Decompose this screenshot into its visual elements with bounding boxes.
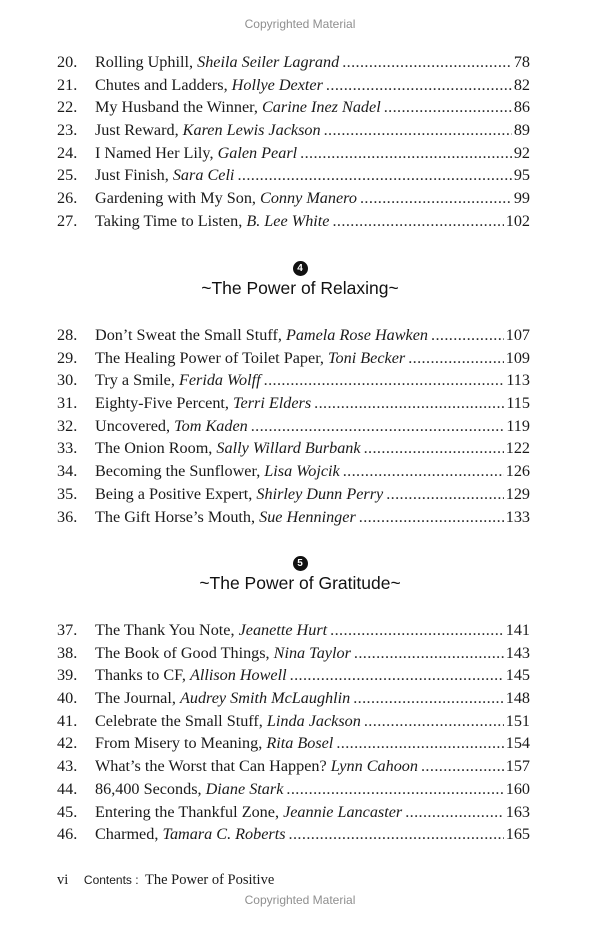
toc-entry (57, 687, 530, 710)
entry-author: Karen Lewis Jackson (178, 121, 321, 140)
entry-line (95, 164, 530, 187)
entry-title: Entering the Thankful Zone, (95, 802, 280, 821)
entry-line (95, 96, 530, 119)
entry-line (95, 74, 530, 97)
entry-number: 39. (57, 666, 78, 685)
entry-number: 28. (57, 326, 78, 344)
entry-title: The Gift Horse’s Mouth, (95, 507, 256, 526)
entry-number: 25. (57, 166, 78, 185)
entry-title: Don’t Sweat the Small Stuff, (95, 326, 282, 344)
section-header-relaxing (0, 258, 600, 299)
entry-author: Terri Elders (228, 394, 312, 413)
entry-number: 44. (57, 779, 78, 798)
entry-number: 37. (57, 621, 78, 639)
entry-number: 34. (57, 462, 78, 481)
entry-page-number: 113 (506, 371, 530, 390)
entry-line (95, 823, 530, 846)
entry-page-number: 122 (505, 439, 530, 458)
toc-entry (57, 619, 530, 642)
entry-author: Carine Inez Nadel (257, 98, 381, 117)
entry-author: Linda Jackson (262, 711, 361, 730)
dot-leader (384, 96, 512, 119)
entry-page-number: 165 (505, 825, 530, 844)
entry-author: Diane Stark (201, 779, 284, 798)
entry-page-number: 115 (506, 394, 530, 413)
toc-entry (57, 415, 530, 438)
entry-number: 29. (57, 348, 78, 367)
entry-author: Sheila Seiler Lagrand (193, 53, 340, 71)
toc-entry (57, 74, 530, 97)
entry-line (95, 732, 530, 755)
section-header-gratitude (0, 553, 600, 594)
entry-number: 24. (57, 143, 78, 162)
entry-author: Pamela Rose Hawken (281, 326, 429, 344)
dot-leader (330, 619, 504, 642)
entry-author: Galen Pearl (213, 143, 298, 162)
entry-line (95, 142, 530, 165)
entry-number: 40. (57, 689, 78, 708)
entry-number: 30. (57, 371, 78, 390)
entry-number: 22. (57, 98, 78, 117)
dot-leader (332, 210, 503, 233)
toc-group-3 (57, 619, 530, 846)
entry-author: Allison Howell (185, 666, 287, 685)
toc-entry (57, 119, 530, 142)
toc-group-2 (57, 324, 530, 528)
entry-page-number: 154 (505, 734, 530, 753)
entry-title: Eighty-Five Percent, (95, 394, 229, 413)
entry-author: Sue Henninger (255, 507, 356, 526)
toc-entry (57, 51, 530, 74)
entry-page-number: 151 (505, 711, 530, 730)
dot-leader (421, 755, 504, 778)
dot-leader (408, 347, 504, 370)
entry-line (95, 437, 530, 460)
section-number-badge: 5 (293, 556, 308, 571)
entry-title: Taking Time to Listen, (95, 211, 243, 230)
entry-title: From Misery to Meaning, (95, 734, 263, 753)
copyright-watermark-bottom: Copyrighted Material (244, 893, 356, 907)
entry-page-number: 163 (505, 802, 530, 821)
dot-leader (326, 74, 512, 97)
dot-leader (405, 801, 504, 824)
entry-title: Thanks to CF, (95, 666, 186, 685)
dot-leader (290, 664, 504, 687)
entry-line (95, 324, 530, 347)
dot-leader (324, 119, 512, 142)
toc-entry (57, 437, 530, 460)
entry-title: My Husband the Winner, (95, 98, 258, 117)
entry-title: Just Reward, (95, 121, 179, 140)
entry-title: Gardening with My Son, (95, 189, 256, 208)
entry-author: Jeannie Lancaster (279, 802, 403, 821)
entry-page-number: 129 (505, 484, 530, 503)
entry-number: 23. (57, 121, 78, 140)
entry-author: Tom Kaden (170, 416, 248, 435)
toc-entry (57, 778, 530, 801)
entry-page-number: 126 (505, 462, 530, 481)
entry-number: 35. (57, 484, 78, 503)
dot-leader (386, 483, 504, 506)
entry-title: The Journal, (95, 689, 176, 708)
toc-entry (57, 324, 530, 347)
entry-line (95, 710, 530, 733)
entry-page-number: 157 (505, 757, 530, 776)
entry-page-number: 99 (513, 189, 530, 208)
entry-page-number: 143 (505, 643, 530, 662)
dot-leader (264, 369, 505, 392)
dot-leader (343, 460, 504, 483)
dot-leader (251, 415, 505, 438)
dot-leader (286, 778, 503, 801)
toc-entry (57, 392, 530, 415)
entry-title: The Book of Good Things, (95, 643, 270, 662)
toc-entry (57, 823, 530, 846)
entry-page-number: 107 (505, 326, 530, 344)
section-title: ~The Power of Relaxing~ (201, 278, 399, 298)
entry-number: 21. (57, 75, 78, 94)
entry-author: B. Lee White (242, 211, 330, 230)
entry-number: 20. (57, 53, 78, 71)
entry-number: 45. (57, 802, 78, 821)
entry-number: 42. (57, 734, 78, 753)
entry-page-number: 78 (513, 53, 530, 71)
page-footer (57, 872, 274, 889)
entry-line (95, 619, 530, 642)
entry-number: 41. (57, 711, 78, 730)
entry-author: Hollye Dexter (227, 75, 323, 94)
toc-entry (57, 483, 530, 506)
entry-title: Being a Positive Expert, (95, 484, 253, 503)
entry-line (95, 778, 530, 801)
toc-entry (57, 642, 530, 665)
entry-author: Audrey Smith McLaughlin (175, 689, 351, 708)
toc-entry (57, 460, 530, 483)
entry-line (95, 210, 530, 233)
entry-author: Rita Bosel (262, 734, 334, 753)
entry-line (95, 642, 530, 665)
entry-number: 32. (57, 416, 78, 435)
toc-entry (57, 369, 530, 392)
entry-page-number: 160 (505, 779, 530, 798)
entry-page-number: 109 (505, 348, 530, 367)
toc-entry (57, 755, 530, 778)
dot-leader (364, 437, 504, 460)
entry-number: 46. (57, 825, 78, 844)
entry-line (95, 119, 530, 142)
dot-leader (431, 324, 504, 347)
toc-entry (57, 210, 530, 233)
entry-line (95, 369, 530, 392)
entry-line (95, 415, 530, 438)
entry-title: Try a Smile, (95, 371, 175, 390)
toc-entry (57, 506, 530, 529)
entry-author: Lynn Cahoon (326, 757, 418, 776)
entry-title: Charmed, (95, 825, 159, 844)
entry-title: What’s the Worst that Can Happen? (95, 757, 327, 776)
entry-number: 33. (57, 439, 78, 458)
section-title: ~The Power of Gratitude~ (199, 573, 401, 593)
entry-line (95, 392, 530, 415)
entry-page-number: 82 (513, 75, 530, 94)
entry-title: The Onion Room, (95, 439, 213, 458)
entry-line (95, 187, 530, 210)
entry-page-number: 145 (505, 666, 530, 685)
entry-title: The Healing Power of Toilet Paper, (95, 348, 324, 367)
entry-page-number: 148 (505, 689, 530, 708)
footer-book-title: The Power of Positive (144, 872, 275, 888)
dot-leader (354, 642, 504, 665)
dot-leader (314, 392, 504, 415)
entry-author: Ferida Wolff (174, 371, 261, 390)
entry-line (95, 347, 530, 370)
dot-leader (336, 732, 503, 755)
entry-author: Sara Celi (168, 166, 235, 185)
entry-author: Conny Manero (255, 189, 357, 208)
entry-page-number: 102 (505, 211, 530, 230)
dot-leader (342, 51, 512, 74)
toc-entry (57, 347, 530, 370)
entry-author: Toni Becker (323, 348, 406, 367)
entry-number: 31. (57, 394, 78, 413)
toc-entry (57, 732, 530, 755)
dot-leader (300, 142, 512, 165)
entry-title: Becoming the Sunflower, (95, 462, 261, 481)
entry-page-number: 119 (506, 416, 530, 435)
section-number-badge: 4 (293, 261, 308, 276)
entry-page-number: 95 (513, 166, 530, 185)
entry-line (95, 755, 530, 778)
entry-number: 26. (57, 189, 78, 208)
entry-line (95, 801, 530, 824)
entry-number: 36. (57, 507, 78, 526)
entry-title: Chutes and Ladders, (95, 75, 228, 94)
entry-line (95, 51, 530, 74)
entry-title: Rolling Uphill, (95, 53, 194, 71)
toc-entry (57, 164, 530, 187)
entry-number: 43. (57, 757, 78, 776)
entry-title: Just Finish, (95, 166, 169, 185)
toc-group-1 (57, 51, 530, 233)
entry-author: Tamara C. Roberts (158, 825, 286, 844)
toc-entry (57, 142, 530, 165)
dot-leader (359, 506, 504, 529)
entry-page-number: 141 (505, 621, 530, 639)
dot-leader (360, 187, 512, 210)
copyright-watermark-top: Copyrighted Material (244, 17, 356, 31)
entry-page-number: 133 (505, 507, 530, 526)
entry-line (95, 483, 530, 506)
toc-entry (57, 96, 530, 119)
toc-entry (57, 710, 530, 733)
dot-leader (237, 164, 511, 187)
entry-title: Celebrate the Small Stuff, (95, 711, 263, 730)
footer-page-number: vi (57, 872, 69, 888)
entry-title: 86,400 Seconds, (95, 779, 202, 798)
entry-title: The Thank You Note, (95, 621, 235, 639)
entry-author: Sally Willard Burbank (212, 439, 361, 458)
entry-page-number: 89 (513, 121, 530, 140)
dot-leader (353, 687, 504, 710)
toc-entry (57, 187, 530, 210)
footer-contents-label: Contents : (83, 873, 139, 887)
entry-page-number: 86 (513, 98, 530, 117)
entry-title: Uncovered, (95, 416, 171, 435)
entry-line (95, 506, 530, 529)
entry-line (95, 460, 530, 483)
entry-author: Lisa Wojcik (260, 462, 340, 481)
entry-number: 38. (57, 643, 78, 662)
entry-line (95, 664, 530, 687)
dot-leader (289, 823, 504, 846)
entry-title: I Named Her Lily, (95, 143, 214, 162)
entry-author: Shirley Dunn Perry (252, 484, 384, 503)
toc-entry (57, 664, 530, 687)
entry-line (95, 687, 530, 710)
entry-number: 27. (57, 211, 78, 230)
entry-author: Nina Taylor (269, 643, 351, 662)
entry-page-number: 92 (513, 143, 530, 162)
toc-entry (57, 801, 530, 824)
entry-author: Jeanette Hurt (234, 621, 328, 639)
dot-leader (364, 710, 504, 733)
